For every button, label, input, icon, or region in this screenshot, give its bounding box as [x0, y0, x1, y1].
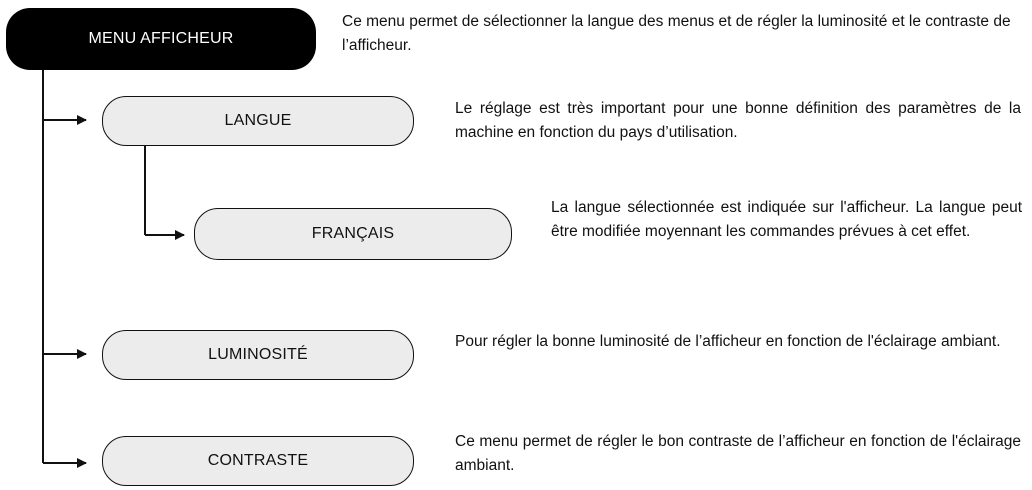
menu-afficheur-description: Ce menu permet de sélectionner la langue des menus et de régler la luminosité et le contraste de l’afficheur.	[342, 13, 1011, 54]
langue-description: Le réglage est très important pour une bonne définition des paramètres de la machine en fonction du pays d’utilisation.	[455, 100, 1021, 141]
langue-node: LANGUE	[102, 96, 414, 146]
luminosite-node: LUMINOSITÉ	[102, 330, 414, 380]
contraste-node: CONTRASTE	[102, 436, 414, 486]
luminosite-description: Pour régler la bonne luminosité de l’afficheur en fonction de l'éclairage ambiant.	[455, 333, 1001, 350]
francais-node: FRANÇAIS	[194, 208, 512, 260]
menu-afficheur-node: MENU AFFICHEUR	[6, 8, 316, 70]
contraste-description: Ce menu permet de régler le bon contraste de l’afficheur en fonction de l'éclairage ambiant.	[455, 433, 1021, 474]
francais-description: La langue sélectionnée est indiquée sur l'afficheur. La langue peut être modifiée moyennant les commandes prévues à cet effet.	[551, 199, 1022, 240]
